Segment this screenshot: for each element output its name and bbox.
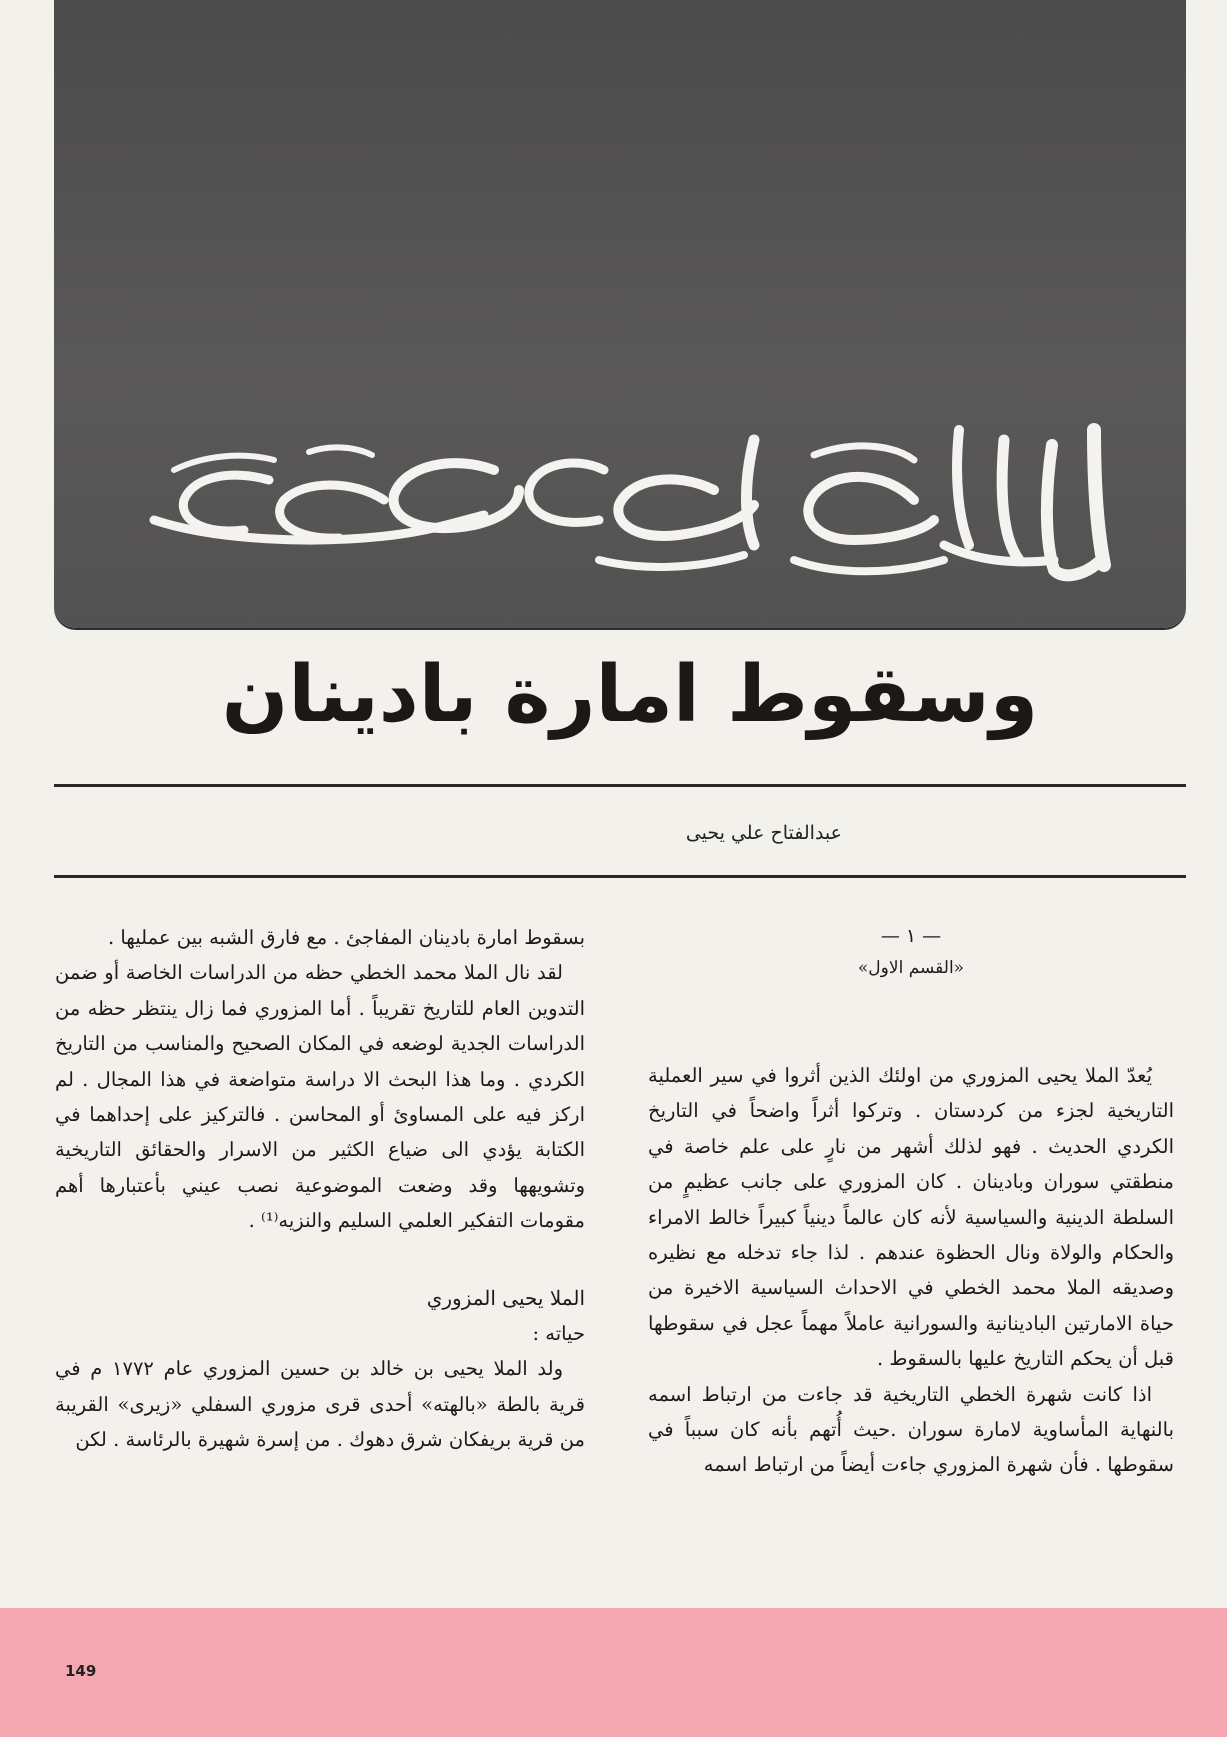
- right-column: [648, 1058, 1174, 1483]
- subheading: الملا يحيى المزوري: [426, 1285, 585, 1310]
- paragraph: ولد الملا يحيى بن خالد بن حسين المزوري عام ١٧٧٢ م في قرية بالطة «بالهته» أحدى قرى مزوري السفلي «زيرى» القريبة من قرية بريفكان شرق دهوك . من إسرة شهيرة بالرئاسة . لكن: [55, 1357, 585, 1452]
- paragraph: يُعدّ الملا يحيى المزوري من اولئك الذين أثروا في سير العملية التاريخية لجزء من كردستان . وتركوا أثراً واضحاً في التاريخ الكردي الحديث . فهو لذلك أشهر من نارٍ على علم خاصة في منطقتي سوران وبادينان . كان المزوري على جانب عظيمٍ من السلطة الدينية والسياسية لأنه كان عالماً دينياً كبيراً خالط الامراء والحكام والولاة ونال الحظوة عندهم . لذا جاء تدخله مع نظيره وصديقه الملا محمد الخطي في الاحداث السياسية الاخيرة من حياة الامارتين البادينانية والسورانية عاملاً مهماً عجل في سقوطها قبل أن يحكم التاريخ عليها بالسقوط .: [648, 1064, 1174, 1371]
- byline-divider: [54, 875, 1186, 878]
- paragraph: لقد نال الملا محمد الخطي حظه من الدراسات الخاصة أو ضمن التدوين العام للتاريخ تقريباً . أما المزوري فما زال ينتظر حظه من الدراسات الجدية لوضعه في المكان الصحيح والمناسب من التاريخ الكردي . وما هذا البحث الا دراسة متواضعة في هذا المجال . لم اركز فيه على المساوئ أو المحاسن . فالتركيز على إحداهما في الكتابة يؤدي الى ضياع الكثير من الاسرار والحقائق التاريخية وتشويهها وقد وضعت الموضوعية نصب عيني بأعتبارها أهم مقومات التفكير العلمي السليم والنزيه⁽¹⁾ .: [55, 961, 585, 1233]
- section-number: — ١ —: [880, 925, 942, 947]
- left-column: [55, 920, 585, 1458]
- header-banner: [54, 0, 1186, 628]
- paragraph: اذا كانت شهرة الخطي التاريخية قد جاءت من ارتباط اسمه بالنهاية المأساوية لامارة سوران .حيث أُتهم بأنه كان سبباً في سقوطها . فأن شهرة المزوري جاءت أيضاً من ارتباط اسمه: [648, 1382, 1174, 1477]
- paragraph: بسقوط امارة بادينان المفاجئ . مع فارق الشبه بين عمليها .: [107, 926, 585, 949]
- section-name: «القسم الاول»: [857, 958, 965, 978]
- footer-band: [0, 1608, 1227, 1737]
- title-divider: [54, 784, 1186, 787]
- article-title: وسقوط امارة بادينان: [221, 650, 1039, 740]
- author-byline: عبدالفتاح علي يحيى: [685, 822, 842, 844]
- life-label: حياته :: [532, 1322, 585, 1346]
- page-number: 149: [65, 1662, 97, 1680]
